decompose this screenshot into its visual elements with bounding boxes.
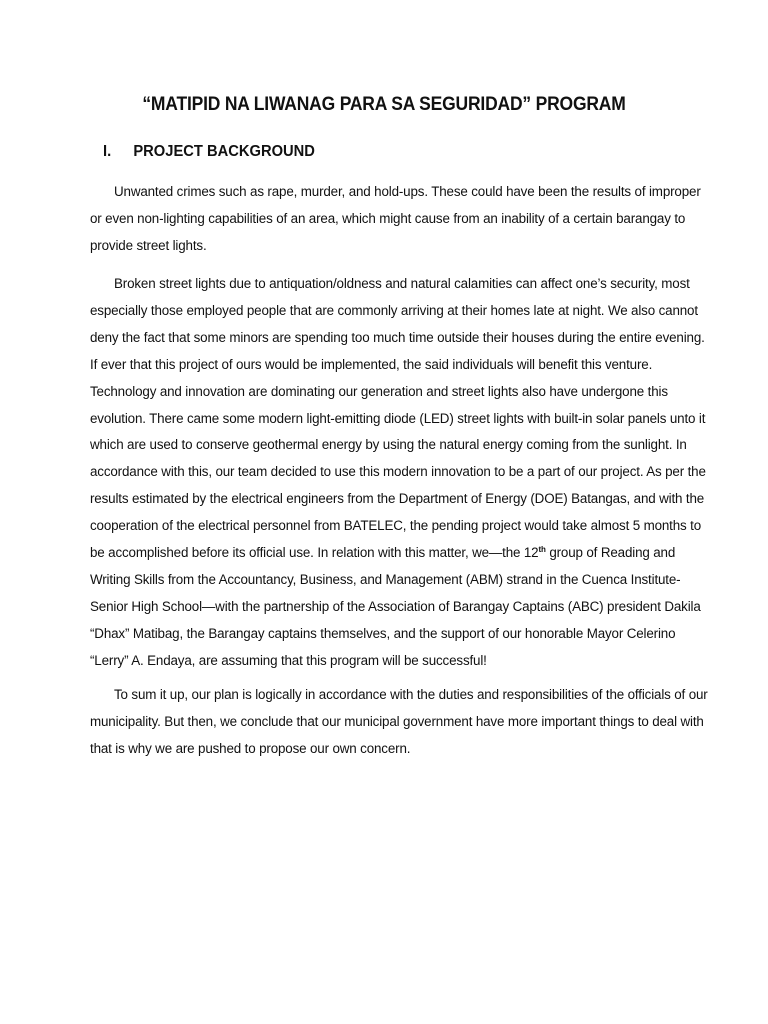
paragraph-line: provide street lights. [90, 237, 207, 253]
paragraph-line: deny the fact that some minors are spending too much time outside their houses during the entire evening. [90, 329, 705, 345]
paragraph-line: or even non-lighting capabilities of an area, which might cause from an inability of a certain barangay to [90, 210, 686, 226]
paragraph-line: especially those employed people that are commonly arriving at their homes late at night. We also cannot [90, 302, 698, 318]
section-heading-text: PROJECT BACKGROUND [133, 143, 315, 160]
paragraph-line: Broken street lights due to antiquation/oldness and natural calamities can affect one’s security, most [114, 276, 690, 291]
paragraph-line: “Dhax” Matibag, the Barangay captains themselves, and the support of our honorable Mayor Celerino [90, 625, 676, 641]
paragraph-line: cooperation of the electrical personnel from BATELEC, the pending project would take almost 5 months to [90, 518, 702, 534]
ordinal-superscript: th [538, 545, 546, 555]
section-heading [103, 143, 315, 161]
paragraph-1 [90, 179, 701, 260]
paragraph-line: To sum it up, our plan is logically in accordance with the duties and responsibilities of the officials of our [114, 687, 708, 702]
paragraph-line: “Lerry” A. Endaya, are assuming that this program will be successful! [90, 652, 487, 668]
paragraph-2 [90, 271, 706, 675]
ordinal-line-before: be accomplished before its official use. In relation with this matter, we—the 12 [90, 545, 539, 561]
paragraph-line: evolution. There came some modern light-emitting diode (LED) street lights with built-in solar panels unto it [90, 410, 706, 426]
document-title: “MATIPID NA LIWANAG PARA SA SEGURIDAD” PROGRAM [142, 94, 626, 115]
paragraph-line: Senior High School—with the partnership of the Association of Barangay Captains (ABC) president Dakila [90, 598, 701, 614]
paragraph-line: Writing Skills from the Accountancy, Business, and Management (ABM) strand in the Cuenca Institute- [90, 571, 681, 587]
paragraph-line-ordinal [90, 540, 690, 567]
paragraph-line: Unwanted crimes such as rape, murder, and hold-ups. These could have been the results of improper [114, 184, 701, 199]
ordinal-line-after: group of Reading and [545, 545, 676, 561]
paragraph-line: Technology and innovation are dominating our generation and street lights also have undergone this [90, 383, 668, 399]
paragraph-line: municipality. But then, we conclude that our municipal government have more important things to deal with [90, 713, 704, 729]
paragraph-line: which are used to conserve geothermal energy by using the natural energy coming from the sunlight. In [90, 437, 687, 453]
section-number: I. [103, 143, 112, 160]
paragraph-line: that is why we are pushed to propose our own concern. [90, 740, 411, 756]
paragraph-3 [90, 682, 708, 763]
paragraph-line: results estimated by the electrical engineers from the Department of Energy (DOE) Batangas, and with the [90, 491, 705, 507]
paragraph-line: If ever that this project of ours would be implemented, the said individuals will benefit this venture. [90, 356, 653, 372]
paragraph-line: accordance with this, our team decided to use this modern innovation to be a part of our project. As per the [90, 464, 706, 480]
